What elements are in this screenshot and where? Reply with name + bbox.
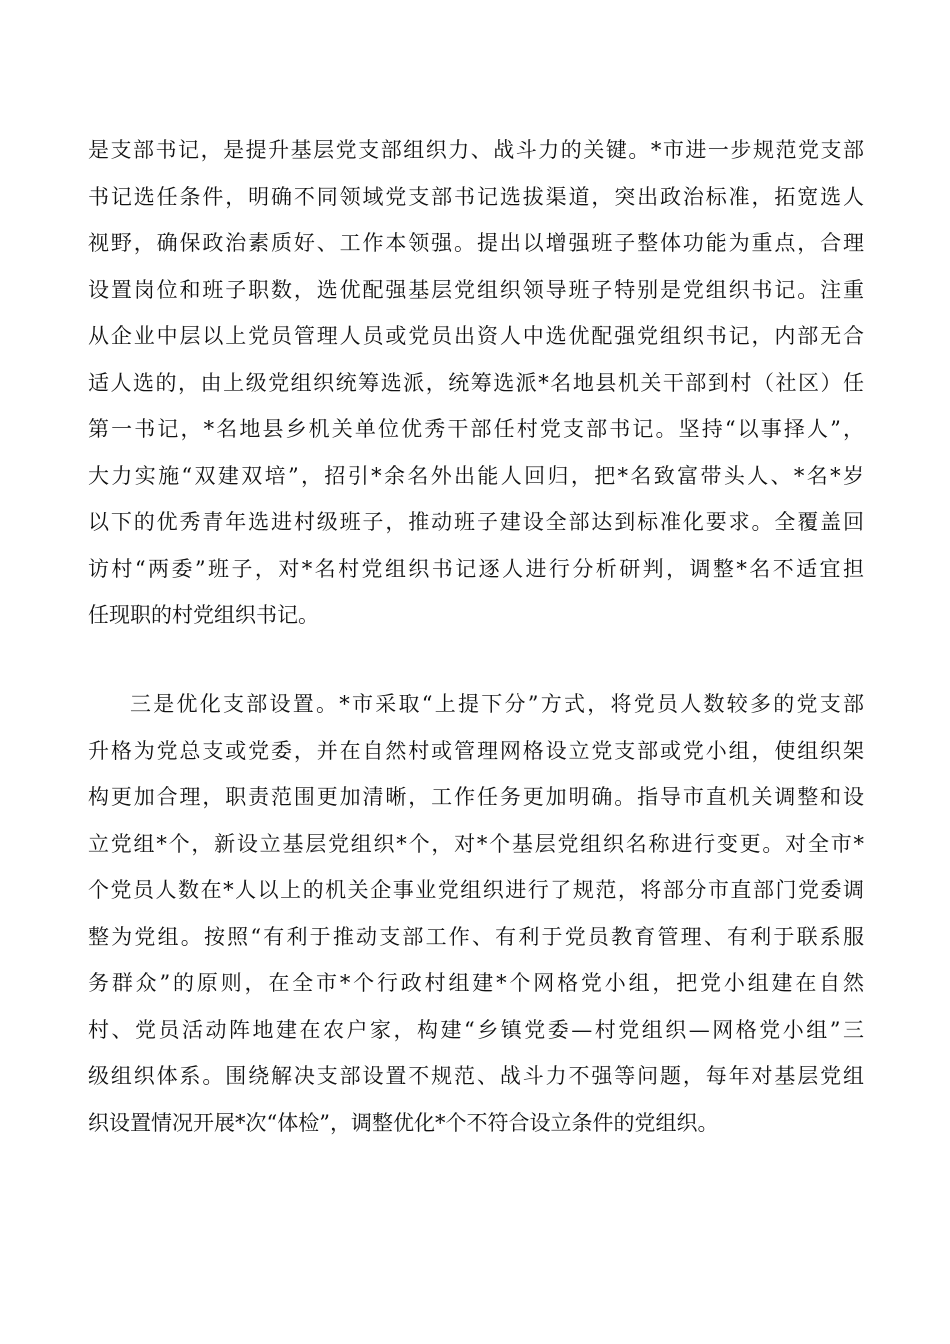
text-line: 构更加合理，职责范围更加清晰，工作任务更加明确。指导市直机关调整和设	[88, 785, 864, 809]
paragraph-2	[88, 681, 864, 1146]
text-line: 是支部书记，是提升基层党支部组织力、战斗力的关键。*市进一步规范党支部	[88, 138, 864, 162]
text-line: 从企业中层以上党员管理人员或党员出资人中选优配强党组织书记，内部无合	[88, 324, 864, 348]
text-line: 个党员人数在*人以上的机关企事业党组织进行了规范，将部分市直部门党委调	[88, 878, 864, 902]
text-line: 务群众”的原则，在全市*个行政村组建*个网格党小组，把党小组建在自然	[88, 971, 864, 995]
text-line: 村、党员活动阵地建在农户家，构建“乡镇党委—村党组织—网格党小组”三	[88, 1017, 864, 1042]
text-line: 级组织体系。围绕解决支部设置不规范、战斗力不强等问题，每年对基层党组	[88, 1064, 864, 1088]
text-line: 升格为党总支或党委，并在自然村或管理网格设立党支部或党小组，使组织架	[88, 738, 864, 763]
text-line: 整为党组。按照“有利于推动支部工作、有利于党员教育管理、有利于联系服	[88, 924, 864, 949]
text-line: 设置岗位和班子职数，选优配强基层党组织领导班子特别是党组织书记。注重	[88, 277, 864, 302]
text-line-last: 织设置情况开展*次“体检”，调整优化*个不符合设立条件的党组织。	[88, 1110, 719, 1135]
text-line-last: 任现职的村党组织书记。	[88, 603, 319, 627]
text-line: 立党组*个，新设立基层党组织*个，对*个基层党组织名称进行变更。对全市*	[88, 831, 864, 856]
text-line: 第一书记，*名地县乡机关单位优秀干部任村党支部书记。坚持“以事择人”，	[88, 417, 864, 441]
text-line: 视野，确保政治素质好、工作本领强。提出以增强班子整体功能为重点，合理	[88, 231, 864, 255]
text-line: 书记选任条件，明确不同领域党支部书记选拔渠道，突出政治标准，拓宽选人	[88, 184, 864, 209]
text-line: 以下的优秀青年选进村级班子，推动班子建设全部达到标准化要求。全覆盖回	[88, 510, 864, 534]
text-line: 适人选的，由上级党组织统筹选派，统筹选派*名地县机关干部到村（社区）任	[88, 370, 864, 395]
paragraph-1	[88, 127, 864, 639]
text-line: 访村“两委”班子，对*名村党组织书记逐人进行分析研判，调整*名不适宜担	[88, 556, 864, 581]
text-line: 大力实施“双建双培”，招引*余名外出能人回归，把*名致富带头人、*名*岁	[88, 463, 864, 488]
text-line-first: 三是优化支部设置。*市采取“上提下分”方式，将党员人数较多的党支部	[130, 692, 864, 716]
